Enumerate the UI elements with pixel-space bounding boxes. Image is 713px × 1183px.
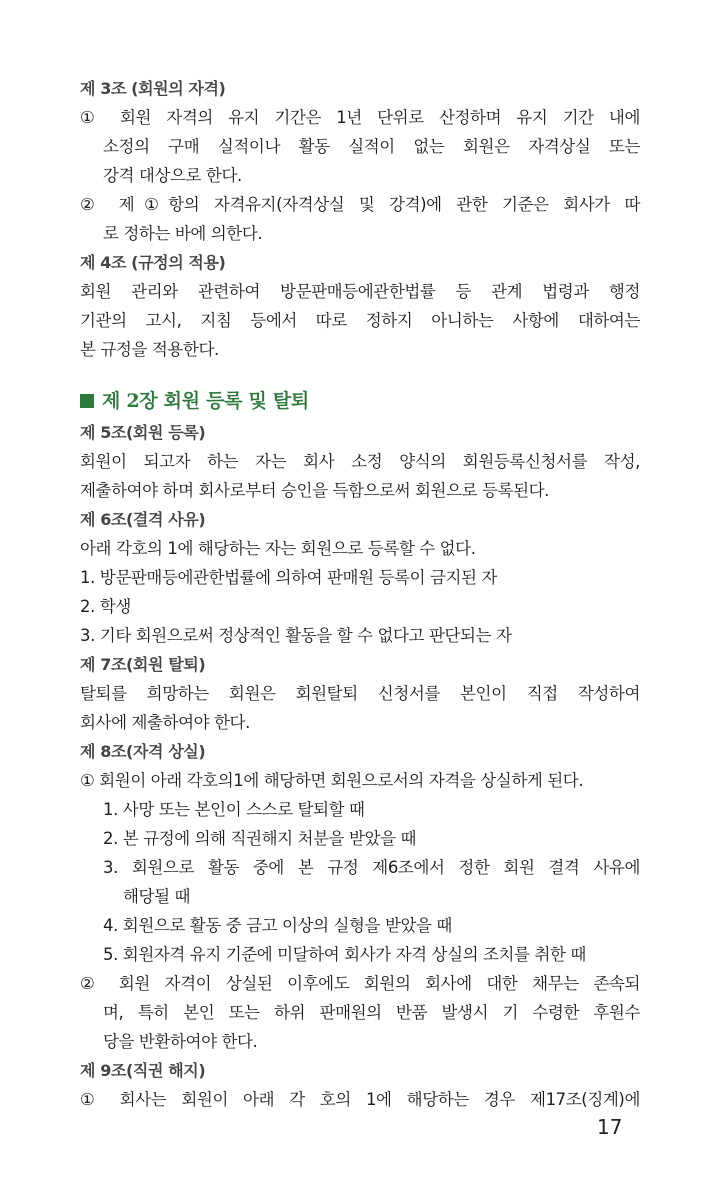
article-8-item-4: 4. 회원으로 활동 중 금고 이상의 실형을 받았을 때 <box>103 916 452 935</box>
article-3-clause-2: ② 제①항의 자격유지(자격상실 및 강격)에 관한 기준은 회사가 따 <box>80 195 640 214</box>
article-3-heading: 제 3조 (회원의 자격) <box>80 79 226 98</box>
article-7-heading: 제 7조(회원 탈퇴) <box>80 655 206 674</box>
article-8-item-5: 5. 회원자격 유지 기준에 미달하여 회사가 자격 상실의 조치를 취한 때 <box>103 945 586 964</box>
article-4-text: 기관의 고시, 지침 등에서 따로 정하지 아니하는 사항에 대하여는 <box>80 311 640 330</box>
article-9-heading: 제 9조(직권 해지) <box>80 1061 206 1080</box>
chapter-2-title <box>80 384 640 418</box>
article-6-item-1: 1. 방문판매등에관한법률에 의하여 판매원 등록이 금지된 자 <box>80 568 497 587</box>
article-5-text: 제출하여야 하며 회사로부터 승인을 득함으로써 회원으로 등록된다. <box>80 481 550 500</box>
article-3-clause-2-cont: 로 정하는 바에 의한다. <box>103 224 263 243</box>
article-8-item-3: 3. 회원으로 활동 중에 본 규정 제6조에서 정한 회원 결격 사유에 <box>103 858 640 877</box>
article-5-text: 회원이 되고자 하는 자는 회사 소정 양식의 회원등록신청서를 작성, <box>80 452 640 471</box>
article-6-text: 아래 각호의 1에 해당하는 자는 회원으로 등록할 수 없다. <box>80 539 476 558</box>
square-bullet-icon <box>80 394 94 408</box>
article-6-heading: 제 6조(결격 사유) <box>80 510 206 529</box>
article-4-text: 본 규정을 적용한다. <box>80 340 219 359</box>
article-5-heading: 제 5조(회원 등록) <box>80 423 206 442</box>
article-8-heading: 제 8조(자격 상실) <box>80 742 206 761</box>
article-6-item-3: 3. 기타 회원으로써 정상적인 활동을 할 수 없다고 판단되는 자 <box>80 626 512 645</box>
article-8-clause-2-cont: 며, 특히 본인 또는 하위 판매원의 반품 발생시 기 수령한 후원수 <box>103 1003 640 1022</box>
article-8-item-1: 1. 사망 또는 본인이 스스로 탈퇴할 때 <box>103 800 365 819</box>
article-4-heading: 제 4조 (규정의 적용) <box>80 253 226 272</box>
page-body <box>80 74 640 1114</box>
chapter-2-title-text: 제 2장 회원 등록 및 탈퇴 <box>102 390 309 412</box>
article-7-text: 탈퇴를 희망하는 회원은 회원탈퇴 신청서를 본인이 직접 작성하여 <box>80 684 640 703</box>
page-number: 17 <box>597 1115 623 1139</box>
article-3-clause-1-cont: 소정의 구매 실적이나 활동 실적이 없는 회원은 자격상실 또는 <box>103 137 640 156</box>
article-8-item-2: 2. 본 규정에 의해 직권해지 처분을 받았을 때 <box>103 829 417 848</box>
article-8-item-3-cont: 해당될 때 <box>123 887 191 906</box>
article-4-text: 회원 관리와 관련하여 방문판매등에관한법률 등 관계 법령과 행정 <box>80 282 640 301</box>
article-8-clause-2-cont: 당을 반환하여야 한다. <box>103 1032 258 1051</box>
article-7-text: 회사에 제출하여야 한다. <box>80 713 250 732</box>
article-3-clause-1: ① 회원 자격의 유지 기간은 1년 단위로 산정하며 유지 기간 내에 <box>80 108 640 127</box>
article-6-item-2: 2. 학생 <box>80 597 131 616</box>
article-8-clause-1: ① 회원이 아래 각호의1에 해당하면 회원으로서의 자격을 상실하게 된다. <box>80 771 584 790</box>
article-8-clause-2: ② 회원 자격이 상실된 이후에도 회원의 회사에 대한 채무는 존속되 <box>80 974 640 993</box>
article-3-clause-1-cont: 강격 대상으로 한다. <box>103 166 242 185</box>
article-9-clause-1: ① 회사는 회원이 아래 각 호의 1에 해당하는 경우 제17조(징계)에 <box>80 1090 640 1109</box>
